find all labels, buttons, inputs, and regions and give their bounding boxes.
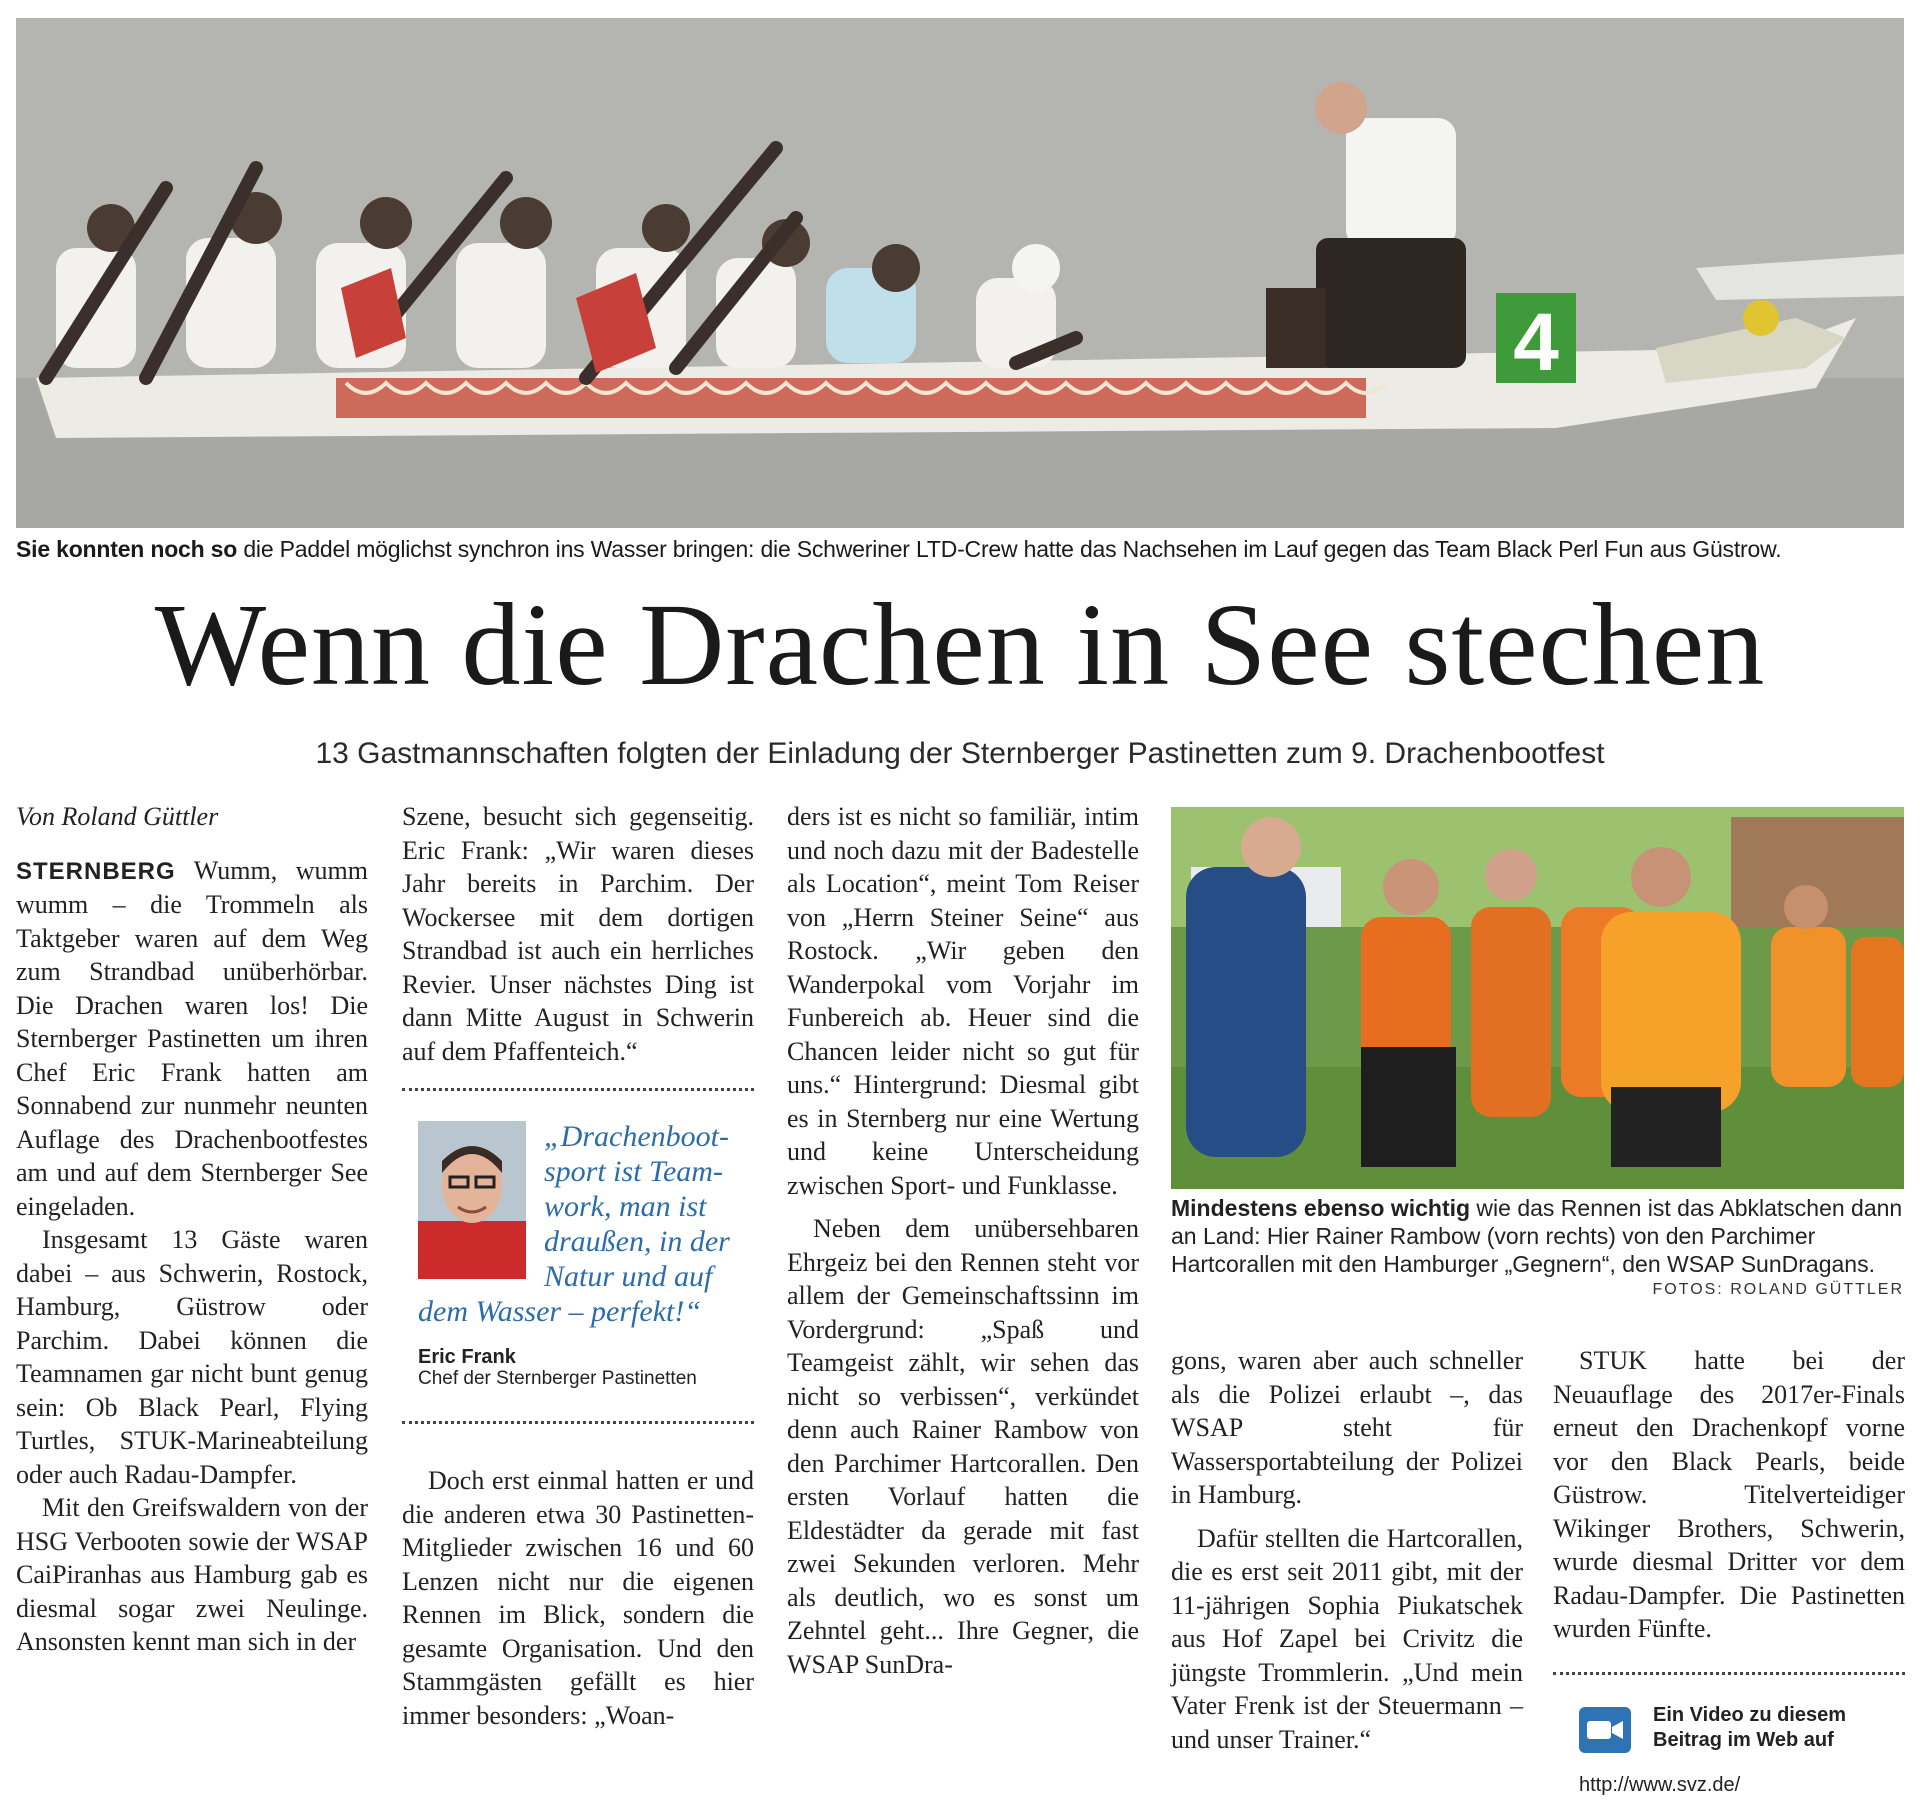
divider (1553, 1672, 1905, 1675)
byline: Von Roland Güttler (16, 802, 219, 831)
subheadline: 13 Gastmannschaften folgten der Einladung der Sternberger Pastinetten zum 9. Drachenbootfest (315, 737, 1605, 770)
article-column-3 (787, 800, 1139, 1681)
caption-lead: Mindestens ebenso wichtig (1171, 1195, 1471, 1221)
quote-author: Eric Frank (418, 1346, 516, 1368)
article-column-2 (402, 800, 754, 1732)
article-column-5 (1553, 1344, 1905, 1796)
quote-line: work, man ist (544, 1190, 707, 1223)
paragraph: Doch erst einmal hatten er und die anderen etwa 30 Pastinetten-Mitglieder zwischen 16 und 60 Lenzen nicht nur die eigenen Rennen im Blick, sondern die gesamte Organisation. Und den Stammgästen gefällt es hier immer besonders: „Woan- (402, 1466, 754, 1730)
paragraph (16, 854, 368, 1224)
video-camera-icon (1579, 1707, 1631, 1753)
paragraph: Szene, besucht sich gegenseitig. Eric Frank: „Wir waren dieses Jahr bereits in Parchim. Der Wockersee mit dem dortigen Strandbad ist auch ein herrliches Revier. Unser nächstes Ding ist dann Mitte August in Schwerin auf dem Pfaffenteich.“ (402, 802, 754, 1066)
caption-lead: Sie konnten noch so (16, 536, 238, 562)
headline: Wenn die Drachen in See stechen (154, 579, 1766, 710)
quote-line: Natur und auf (544, 1260, 713, 1293)
quote-author-role: Chef der Sternberger Pastinetten (418, 1368, 697, 1389)
quote-line: sport ist Team- (544, 1155, 723, 1188)
paragraph: Mit den Greifswaldern von der HSG Verbooten sowie der WSAP CaiPiranhas aus Hamburg gab es diesmal sogar zwei Neulinge. Ansonsten kennt man sich in der (16, 1493, 368, 1656)
paragraph: STUK hatte bei der Neuauflage des 2017er-Finals erneut den Drachenkopf vorne vor den Black Pearls, beide Güstrow. Titelverteidiger Wikinger Brothers, Schwerin, wurde diesmal Dritter vor dem Radau-Dampfer. Die Pastinetten wurden Fünfte. (1553, 1346, 1905, 1643)
caption-text: wie das Rennen ist das Abklatschen dann an Land: Hier Rainer Rambow (vorn rechts) von den Parchimer Hartcorallen mit den Hamburger „Gegnern“, den WSAP SunDragans. (1171, 1195, 1903, 1277)
dateline: STERNBERG (16, 857, 176, 885)
pull-quote (418, 1119, 758, 1329)
right-photo-caption (1171, 1194, 1904, 1278)
video-link[interactable]: http://www.svz.de/ (1579, 1773, 1741, 1796)
paragraph: ders ist es nicht so familiär, intim und noch dazu mit der Badestelle als Location“, meint Tom Reiser von „Herrn Steiner Seine“ aus Rostock. „Wir geben den Wanderpokal vom Vorjahr im Funbereich ab. Heuer sind die Chancen leider nicht so gut für uns.“ Hintergrund: Diesmal gibt es in Sternberg nur eine Wertung und keine Unterscheidung zwischen Sport- und Funklasse. (787, 802, 1139, 1200)
article-column-4 (1171, 1344, 1523, 1756)
quote-line: dem Wasser – perfekt!“ (418, 1295, 702, 1328)
paragraph: gons, waren aber auch schneller als die Polizei erlaubt –, das WSAP steht für Wassersportabteilung der Polizei in Hamburg. (1171, 1346, 1523, 1509)
caption-text: die Paddel möglichst synchron ins Wasser bringen: die Schweriner LTD-Crew hatte das Nachsehen im Lauf gegen das Team Black Perl Fun aus Güstrow. (237, 536, 1782, 562)
quote-line: „Drachenboot- (544, 1120, 729, 1153)
paragraph: Neben dem unübersehbaren Ehrgeiz bei den Rennen steht vor allem der Gemeinschaftssinn im Vordergrund: „Spaß und Teamgeist zählt, wir sehen das nicht so verbissen“, verkündet denn auch Rainer Rambow von den Parchimer Hartcorallen. Den ersten Vorlauf hatten die Eldestädter da gerade mit fast zwei Sekunden verloren. Mehr als deutlich, wo es sonst um Zehntel geht... Ihre Gegner, die WSAP SunDra- (787, 1214, 1139, 1679)
quote-line: draußen, in der (544, 1225, 730, 1258)
article-column-1 (16, 800, 368, 1659)
boat-number: 4 (1513, 297, 1559, 388)
photo-credit: FOTOS: ROLAND GÜTTLER (1652, 1281, 1904, 1298)
camera-glyph (1579, 1707, 1631, 1753)
top-photo-caption (16, 534, 1904, 564)
paragraph: Dafür stellten die Hartcorallen, die es erst seit 2011 gibt, mit der 11-jährigen Sophia Piukatschek aus Hof Zapel bei Crivitz die jüngste Trommlerin. „Und mein Vater Frenk ist der Steuermann – und unser Trainer.“ (1171, 1523, 1523, 1754)
video-teaser-text (1653, 1703, 1846, 1753)
divider (402, 1421, 754, 1424)
dragon-boat-photo (16, 18, 1904, 528)
paragraph: Insgesamt 13 Gäste waren dabei – aus Schwerin, Rostock, Hamburg, Güstrow oder Parchim. Dabei können die Teamnamen gar nicht bunt genug sein: Ob Black Pearl, Flying Turtles, STUK-Marineabteilung oder auch Radau-Dampfer. (16, 1225, 368, 1489)
paragraph-text: Wumm, wumm wumm – die Trommeln als Taktgeber waren auf dem Weg zum Strandbad unüberhörbar. Die Drachen waren los! Die Sternberger Pastinetten um ihren Chef Eric Frank hatten am Sonnabend zur nunmehr neunten Auflage des Drachenbootfestes am und auf dem Sternberger See eingeladen. (16, 855, 368, 1221)
video-line: Beitrag im Web auf (1653, 1728, 1834, 1751)
quote-box (402, 1091, 754, 1421)
teams-high-five-photo (1171, 807, 1904, 1189)
teams-illustration (1171, 807, 1904, 1189)
quote-attribution (418, 1346, 697, 1390)
video-line: Ein Video zu diesem (1653, 1703, 1847, 1726)
dragon-boat-illustration (16, 18, 1904, 528)
